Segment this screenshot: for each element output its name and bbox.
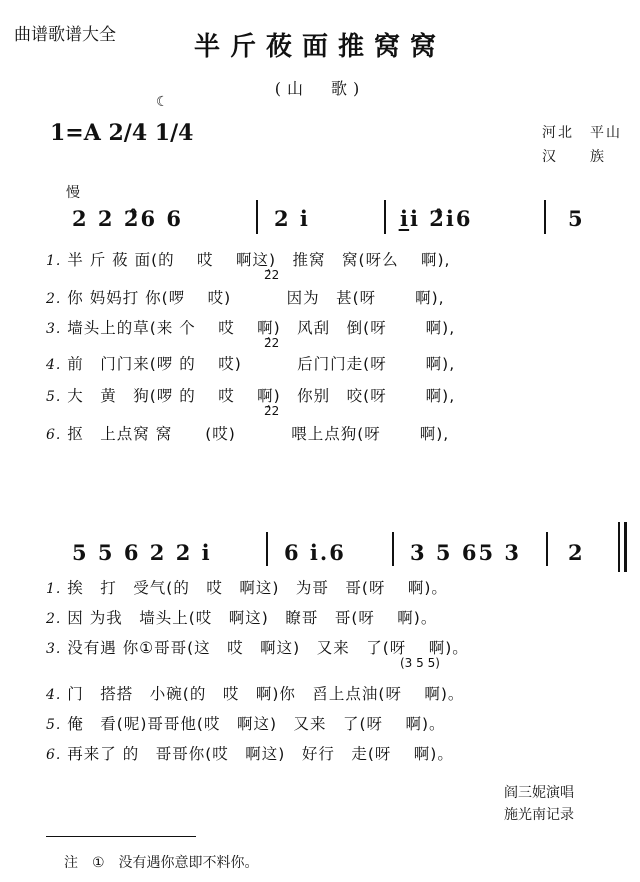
system1-measure-4: 5 — [568, 206, 585, 231]
system1-measure-2: 2 i — [274, 206, 310, 231]
lyric-text: 门 搭搭 小碗(的 哎 啊)你 舀上点油(呀 啊)。 — [67, 685, 465, 703]
verse-number: 5. — [46, 717, 62, 733]
lyric-text: 前 门门来(啰 的 哎) 后门门走(呀 啊), — [67, 355, 456, 373]
verse-number: 4. — [46, 687, 62, 703]
system1-measure-1: 2 2 2̂6 6 — [72, 206, 183, 231]
grace-note: (3 5 5) — [400, 656, 440, 670]
final-barline — [624, 522, 627, 572]
lyric-text: 挨 打 受气(的 哎 啊这) 为哥 哥(呀 啊)。 — [67, 579, 448, 597]
lyric-text: 你 妈妈打 你(啰 哎) 因为 甚(呀 啊), — [67, 289, 445, 307]
system1-measure-3: i̲i 2̂i6 — [400, 206, 473, 231]
lyric-line — [46, 712, 446, 734]
lyric-line — [46, 682, 464, 704]
grace-note: 2̂2 — [264, 404, 280, 418]
lyric-line — [46, 316, 455, 338]
final-barline — [618, 522, 620, 572]
lyric-text: 因 为我 墙头上(哎 啊这) 瞭哥 哥(呀 啊)。 — [67, 609, 438, 627]
lyric-line — [46, 286, 445, 308]
lyric-line — [46, 742, 454, 764]
site-label: 曲谱歌谱大全 — [14, 25, 116, 45]
barline — [256, 200, 258, 234]
lyric-line — [46, 352, 455, 374]
lyric-line — [46, 248, 450, 270]
lyric-line — [46, 606, 437, 628]
key-signature: 1=A 2/4 1/4 — [50, 120, 194, 146]
lyric-text: 俺 看(呢)哥哥他(哎 啊这) 又来 了(呀 啊)。 — [67, 715, 446, 733]
origin-region: 河北 平山 — [542, 125, 622, 141]
genre-label: (山 歌) — [274, 79, 366, 98]
verse-number: 2. — [46, 611, 62, 627]
footnote: 注 ① 没有遇你意即不料你。 — [64, 855, 259, 871]
lyric-text: 抠 上点窝 窝 (哎) 喂上点狗(呀 啊), — [67, 425, 450, 443]
system2-measure-4: 2 — [568, 540, 585, 565]
barline — [266, 532, 268, 566]
lyric-line — [46, 422, 449, 444]
barline — [392, 532, 394, 566]
lyric-text: 墙头上的草(来 个 哎 啊) 风刮 倒(呀 啊), — [67, 319, 456, 337]
grace-note: 2̂2 — [264, 336, 280, 350]
verse-number: 3. — [46, 641, 62, 657]
lyric-line — [46, 576, 448, 598]
origin-ethnicity: 汉 族 — [542, 149, 606, 165]
barline — [544, 200, 546, 234]
barline — [546, 532, 548, 566]
verse-number: 1. — [46, 581, 62, 597]
verse-number: 1. — [46, 253, 62, 269]
lyric-text: 再来了 的 哥哥你(哎 啊这) 好行 走(呀 啊)。 — [67, 745, 454, 763]
verse-number: 6. — [46, 427, 62, 443]
verse-number: 2. — [46, 291, 62, 307]
tempo-mark: 慢 — [66, 185, 80, 201]
barline — [384, 200, 386, 234]
lyric-line — [46, 384, 455, 406]
moon-icon: ☾ — [156, 94, 169, 110]
lyric-line — [46, 636, 469, 658]
footnote-divider — [46, 836, 196, 837]
system2-measure-2: 6 i.6 — [284, 540, 346, 565]
verse-number: 6. — [46, 747, 62, 763]
singer-credit: 阎三妮演唱 — [504, 785, 574, 801]
system2-measure-3: 3 5 65 3 — [410, 540, 521, 565]
lyric-text: 没有遇 你①哥哥(这 哎 啊这) 又来 了(呀 啊)。 — [67, 639, 469, 657]
system2-measure-1: 5 5 6 2 2 i — [72, 540, 212, 565]
grace-note: 2̂2 — [264, 268, 280, 282]
verse-number: 4. — [46, 357, 62, 373]
verse-number: 5. — [46, 389, 62, 405]
recorder-credit: 施光南记录 — [504, 807, 574, 823]
verse-number: 3. — [46, 321, 62, 337]
lyric-text: 半 斤 莜 面(的 哎 啊这) 推窝 窝(呀么 啊), — [67, 251, 451, 269]
song-title: 半斤莜面推窝窝 — [193, 32, 446, 62]
lyric-text: 大 黄 狗(啰 的 哎 啊) 你别 咬(呀 啊), — [67, 387, 456, 405]
